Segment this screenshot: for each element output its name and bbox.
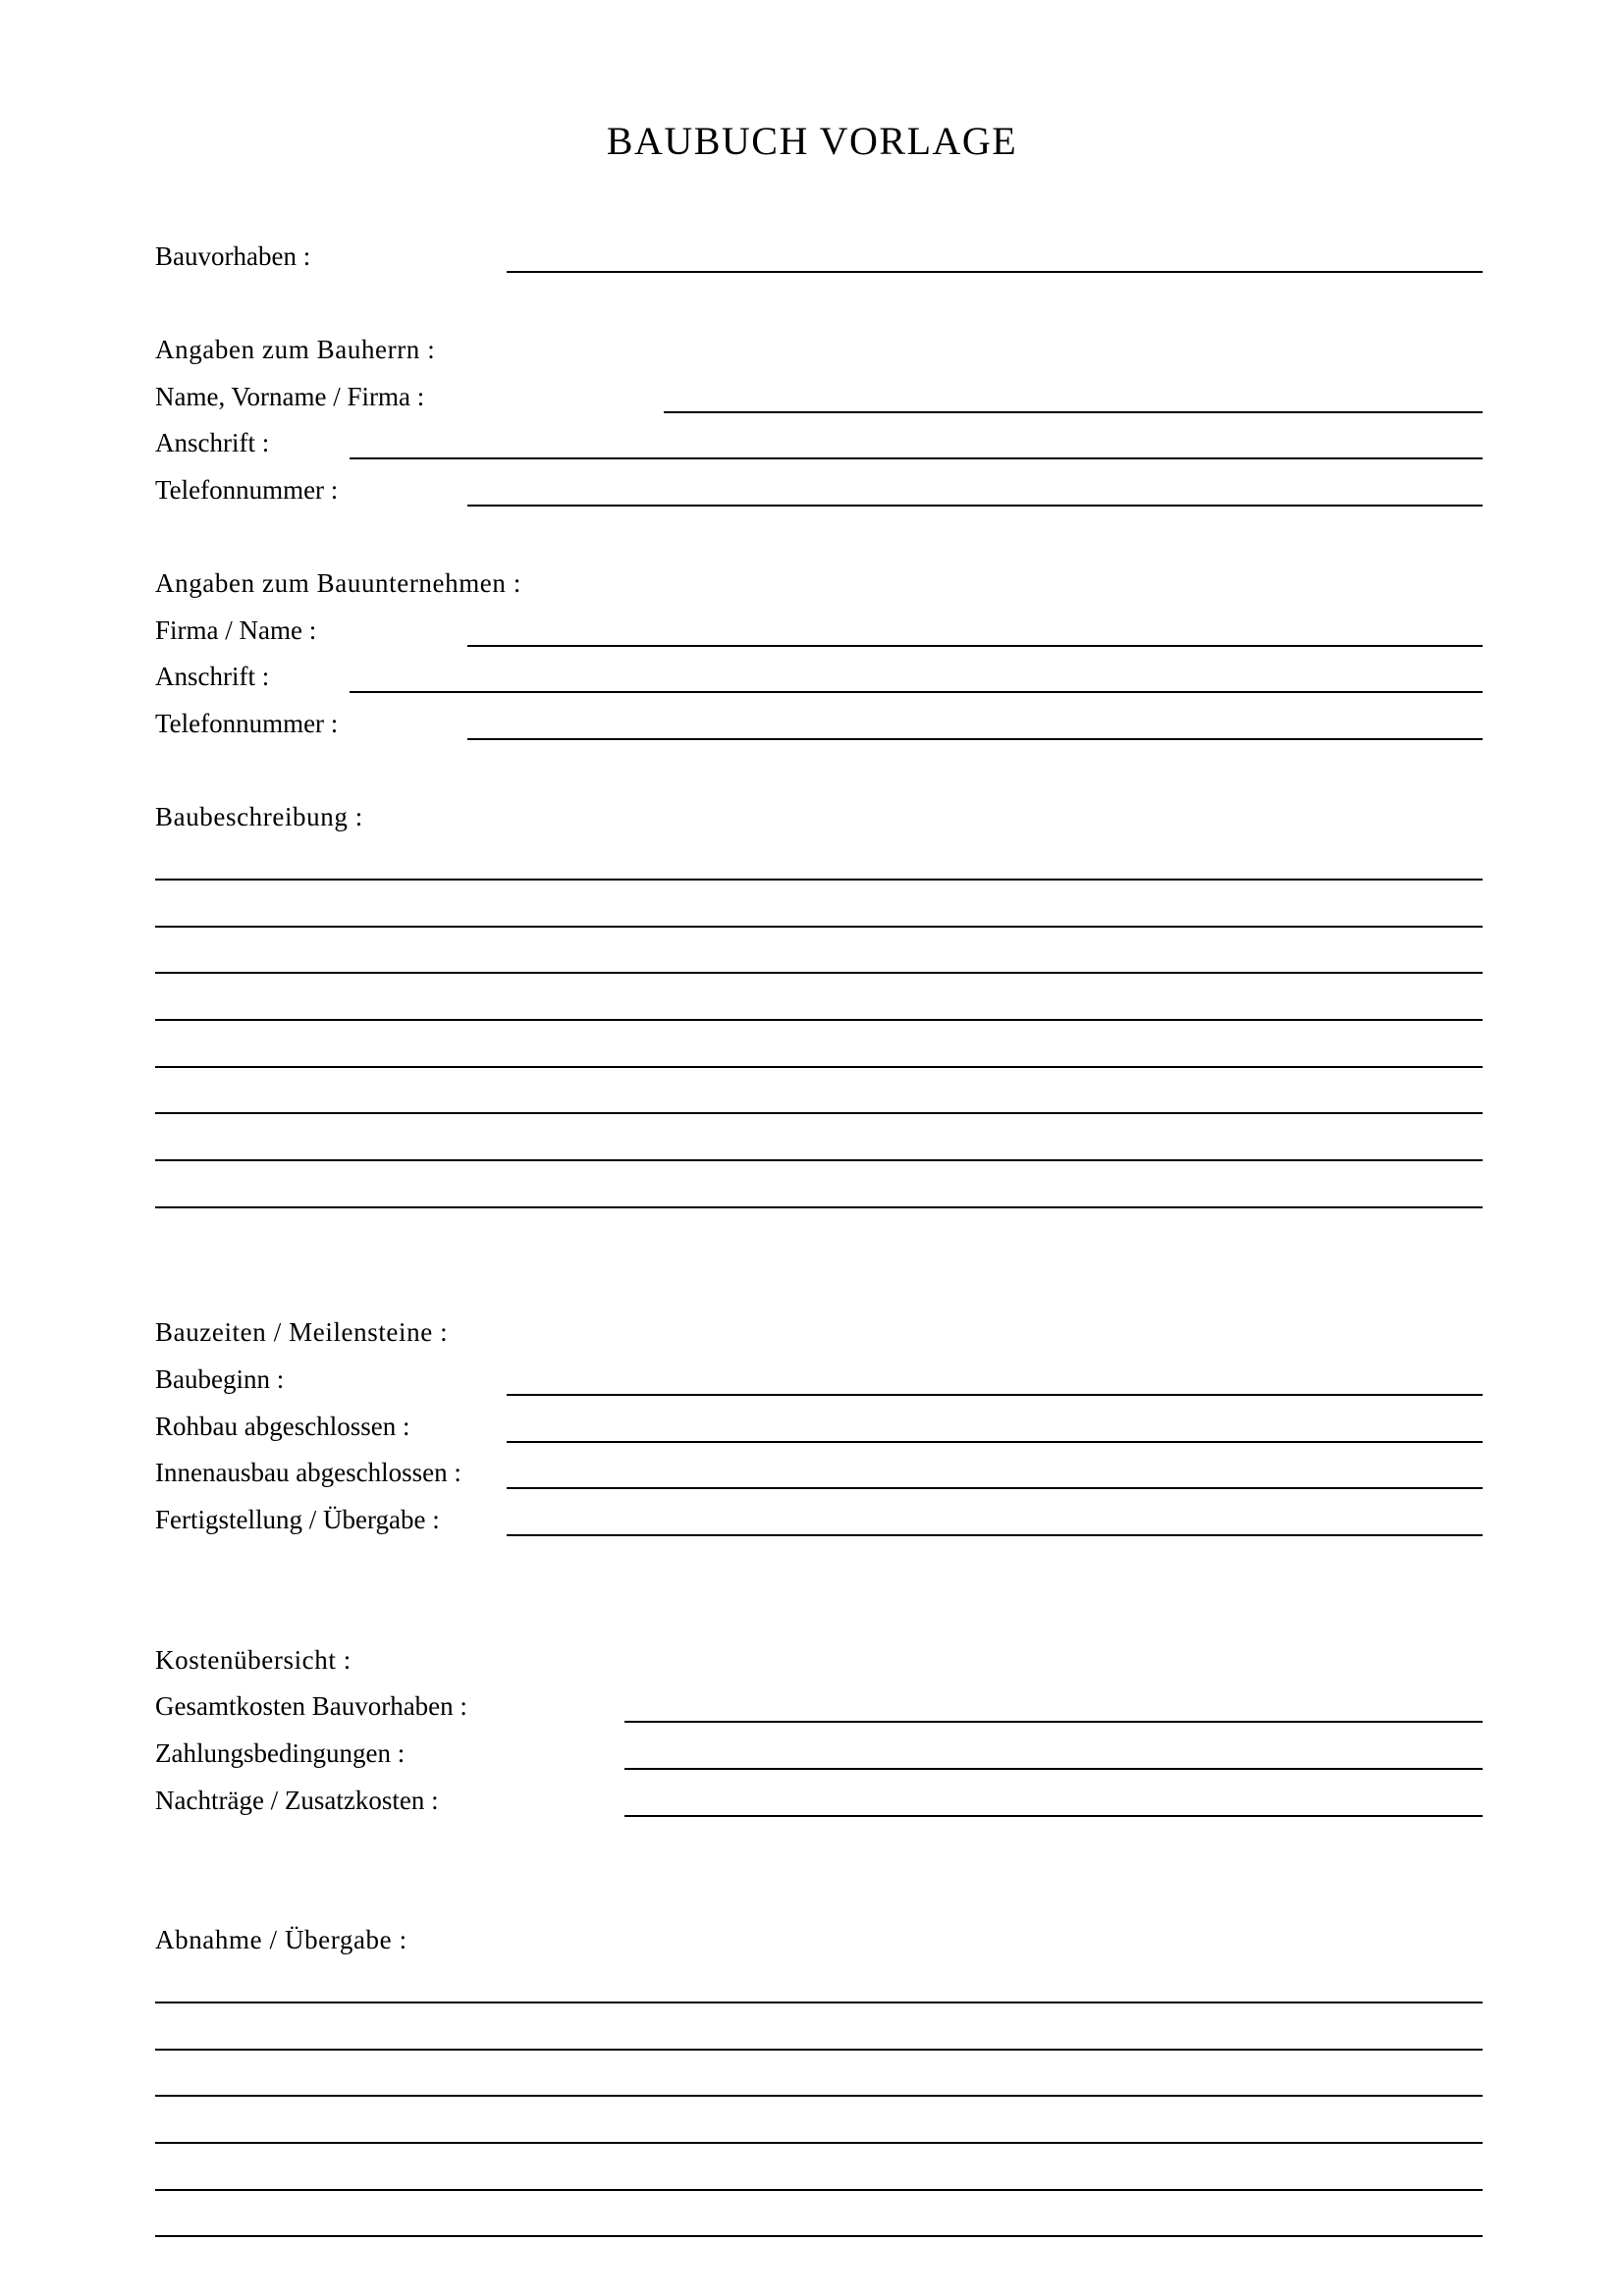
abnahme-line[interactable] bbox=[155, 2049, 1483, 2051]
baubeschreibung-line[interactable] bbox=[155, 1159, 1483, 1161]
bauunternehmen-firma-field[interactable] bbox=[467, 645, 1483, 647]
bauunternehmen-firma-label: Firma / Name : bbox=[155, 615, 317, 645]
baubeginn-label: Baubeginn : bbox=[155, 1364, 285, 1394]
bauunternehmen-telefon-field[interactable] bbox=[467, 738, 1483, 740]
bauunternehmen-anschrift-label: Anschrift : bbox=[155, 662, 270, 691]
bauherr-name-field[interactable] bbox=[664, 411, 1483, 413]
gesamtkosten-field[interactable] bbox=[624, 1721, 1483, 1723]
abnahme-line[interactable] bbox=[155, 2002, 1483, 2003]
zahlungsbedingungen-field[interactable] bbox=[624, 1768, 1483, 1770]
nachtraege-label: Nachträge / Zusatzkosten : bbox=[155, 1786, 439, 1815]
bauherr-anschrift-label: Anschrift : bbox=[155, 428, 270, 457]
abnahme-line[interactable] bbox=[155, 2235, 1483, 2237]
bauherr-anschrift-field[interactable] bbox=[350, 457, 1483, 459]
abnahme-heading: Abnahme / Übergabe : bbox=[155, 1925, 407, 1954]
baubeschreibung-line[interactable] bbox=[155, 926, 1483, 928]
document-title: BAUBUCH VORLAGE bbox=[606, 119, 1018, 163]
bauherr-heading: Angaben zum Bauherrn : bbox=[155, 335, 436, 364]
baubeschreibung-heading: Baubeschreibung : bbox=[155, 802, 363, 831]
fertigstellung-field[interactable] bbox=[507, 1534, 1483, 1536]
bauunternehmen-telefon-label: Telefonnummer : bbox=[155, 709, 339, 738]
bauunternehmen-heading: Angaben zum Bauunternehmen : bbox=[155, 568, 521, 598]
abnahme-line[interactable] bbox=[155, 2189, 1483, 2191]
baubeschreibung-line[interactable] bbox=[155, 1066, 1483, 1068]
baubeschreibung-line[interactable] bbox=[155, 1206, 1483, 1208]
abnahme-line[interactable] bbox=[155, 2142, 1483, 2144]
fertigstellung-label: Fertigstellung / Übergabe : bbox=[155, 1505, 440, 1534]
abnahme-line[interactable] bbox=[155, 2095, 1483, 2097]
bauunternehmen-anschrift-field[interactable] bbox=[350, 691, 1483, 693]
baubeginn-field[interactable] bbox=[507, 1394, 1483, 1396]
kosten-heading: Kostenübersicht : bbox=[155, 1645, 352, 1675]
zahlungsbedingungen-label: Zahlungsbedingungen : bbox=[155, 1738, 406, 1768]
baubeschreibung-line[interactable] bbox=[155, 972, 1483, 974]
baubeschreibung-line[interactable] bbox=[155, 1019, 1483, 1021]
innenausbau-field[interactable] bbox=[507, 1487, 1483, 1489]
bauherr-telefon-field[interactable] bbox=[467, 505, 1483, 507]
nachtraege-field[interactable] bbox=[624, 1815, 1483, 1817]
bauherr-telefon-label: Telefonnummer : bbox=[155, 475, 339, 505]
innenausbau-label: Innenausbau abgeschlossen : bbox=[155, 1458, 461, 1487]
bauzeiten-heading: Bauzeiten / Meilensteine : bbox=[155, 1317, 449, 1347]
baubeschreibung-line[interactable] bbox=[155, 879, 1483, 881]
gesamtkosten-label: Gesamtkosten Bauvorhaben : bbox=[155, 1691, 467, 1721]
bauvorhaben-label: Bauvorhaben : bbox=[155, 241, 311, 271]
bauherr-name-label: Name, Vorname / Firma : bbox=[155, 382, 425, 411]
bauvorhaben-field[interactable] bbox=[507, 271, 1483, 273]
rohbau-field[interactable] bbox=[507, 1441, 1483, 1443]
rohbau-label: Rohbau abgeschlossen : bbox=[155, 1412, 410, 1441]
baubeschreibung-line[interactable] bbox=[155, 1112, 1483, 1114]
